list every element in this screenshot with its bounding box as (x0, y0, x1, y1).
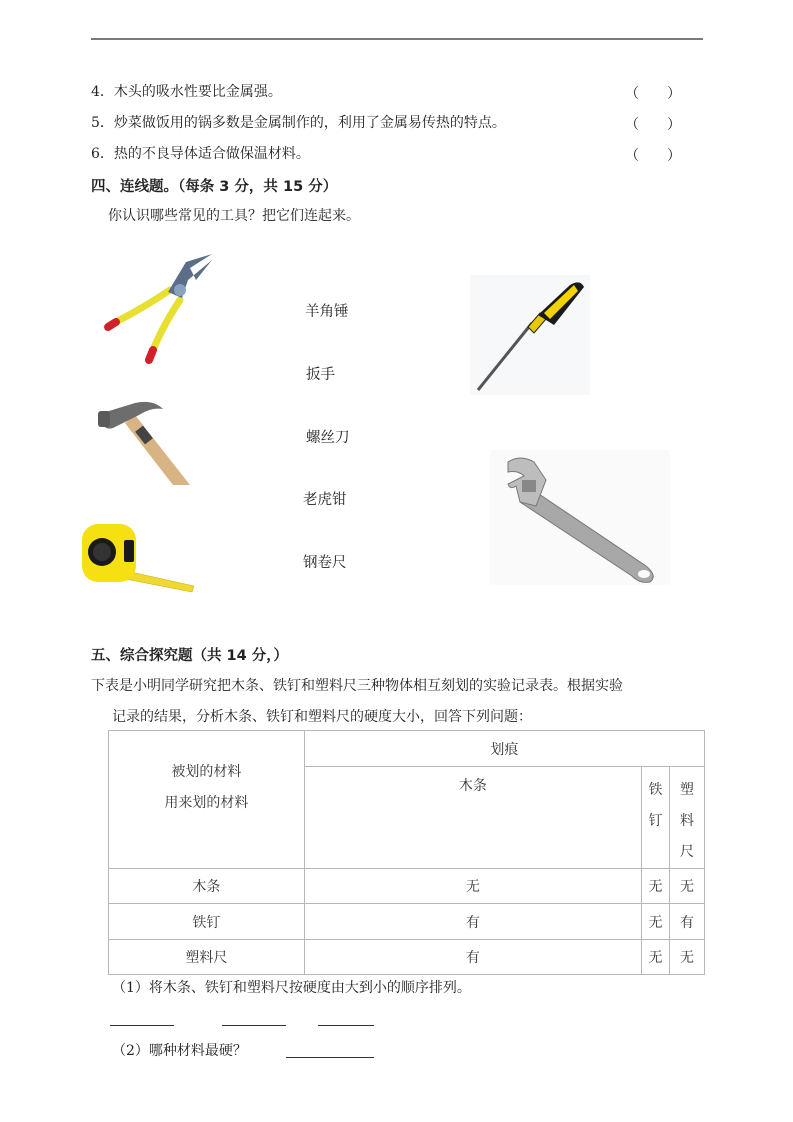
col-header-ruler-char: 尺 (680, 844, 694, 860)
tool-label-wrench[interactable]: 扳手 (306, 367, 335, 383)
judgement-item-6: 6．热的不良导体适合做保温材料。 (91, 146, 310, 162)
row-label: 木条 (109, 869, 305, 904)
table-row (109, 940, 705, 975)
cell: 有 (670, 904, 705, 940)
tool-label-tape-measure[interactable]: 钢卷尺 (303, 555, 347, 571)
pliers-image (100, 250, 225, 365)
answer-paren-5[interactable]: （ ） (625, 117, 681, 133)
corner-line1: 被划的材料 (171, 763, 242, 780)
row-label: 铁钉 (109, 904, 305, 940)
cell: 无 (642, 904, 670, 940)
hammer-image (95, 393, 200, 485)
header-rule (91, 38, 703, 40)
corner-line2: 用来划的材料 (164, 794, 249, 811)
cell: 有 (304, 904, 641, 940)
cell: 无 (642, 869, 670, 904)
cell: 无 (670, 940, 705, 975)
judgement-item-5: 5．炒菜做饭用的锅多数是金属制作的，利用了金属易传热的特点。 (91, 115, 506, 131)
tape-measure-image (80, 518, 198, 596)
tool-label-claw-hammer[interactable]: 羊角锤 (305, 304, 349, 320)
answer-blank-hardest[interactable] (286, 1057, 374, 1058)
table-corner-cell (109, 731, 305, 869)
screwdriver-image (470, 275, 590, 395)
answer-paren-6[interactable]: （ ） (625, 148, 681, 164)
table-row (109, 869, 705, 904)
cell: 有 (304, 940, 641, 975)
row-label: 塑料尺 (109, 940, 305, 975)
cell: 无 (670, 869, 705, 904)
section4-title: 四、连线题。（每条 3 分，共 15 分） (91, 179, 338, 195)
wrench-image (490, 450, 670, 585)
col-header-ruler (670, 767, 705, 869)
col-header-ruler-char: 塑 (680, 782, 694, 798)
cell: 无 (642, 940, 670, 975)
table-row (109, 904, 705, 940)
section5-intro-line1: 下表是小明同学研究把木条、铁钉和塑料尺三种物体相互刻划的实验记录表。根据实验 (91, 678, 623, 694)
question-1: （1）将木条、铁钉和塑料尺按硬度由大到小的顺序排列。 (112, 980, 471, 996)
answer-paren-4[interactable]: （ ） (625, 86, 681, 102)
section5-title: 五、综合探究题（共 14 分，） (91, 648, 289, 664)
answer-blank-1[interactable] (110, 1025, 174, 1026)
group-header-scratch: 划痕 (304, 731, 704, 767)
answer-blank-3[interactable] (318, 1025, 374, 1026)
answer-blank-2[interactable] (222, 1025, 286, 1026)
section4-prompt: 你认识哪些常见的工具？把它们连起来。 (108, 208, 360, 224)
col-header-wood: 木条 (304, 767, 641, 869)
section5-intro-line2: 记录的结果，分析木条、铁钉和塑料尺的硬度大小，回答下列问题： (112, 709, 532, 725)
judgement-item-4: 4．木头的吸水性要比金属强。 (91, 84, 282, 100)
col-header-nail (642, 767, 670, 869)
experiment-record-table (108, 730, 705, 975)
question-2: （2）哪种材料最硬？ (112, 1043, 247, 1059)
col-header-nail-char: 铁 (648, 782, 663, 798)
col-header-nail-char: 钉 (648, 813, 663, 829)
cell: 无 (304, 869, 641, 904)
tool-label-screwdriver[interactable]: 螺丝刀 (306, 430, 350, 446)
col-header-ruler-char: 料 (680, 813, 694, 829)
tool-label-pliers[interactable]: 老虎钳 (303, 492, 347, 508)
